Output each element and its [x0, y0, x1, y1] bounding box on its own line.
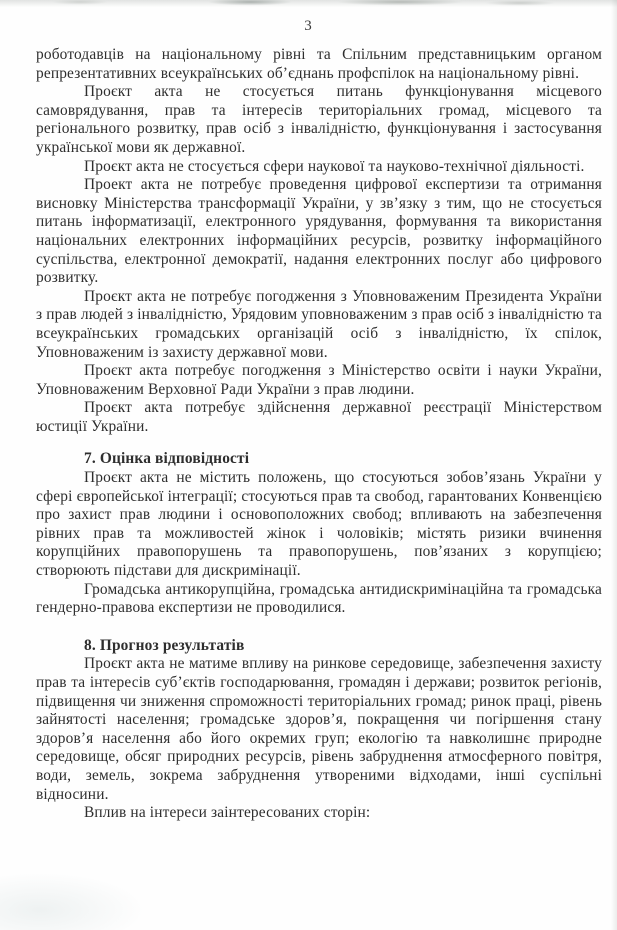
paragraph-scientific-activity: Проєкт акта не стосується сфери наукової та науково-технічної діяльності. — [84, 157, 585, 175]
paragraph-no-approval-commissioners: Проєкт акта не потребує погодження з Уповноваженим Президента України з прав людей з інвалідністю, Урядовим уповноваженим з прав осіб з інвалідністю та всеукраїнських громадських організацій осіб з інвалідністю, їх спілок, Уповноваженим із захисту державної мови. — [36, 287, 602, 361]
paragraph-state-registration-justice: Проєкт акта потребує здійснення державної реєстрації Міністерством юстиції України. — [36, 399, 602, 435]
section-heading-7-compliance-assessment: 7. Оцінка відповідності — [84, 450, 250, 468]
paragraph-digital-expertise: Проект акта не потребує проведення цифрової експертизи та отримання висновку Міністерства трансформації України, у зв’язку з тим, що не стосується питань інформатизації, електронного урядування, формування та використання національних електронних інформаційних ресурсів, розвитку інформаційного суспільства, електронної демократії, надання електронних послуг або цифрового розвитку. — [36, 176, 602, 287]
page-number: 3 — [304, 18, 313, 34]
paragraph-public-expertises-not-conducted: Громадська антикорупційна, громадська антидискримінаційна та громадська гендерно-правова експертизи не проводилися. — [36, 580, 602, 617]
scan-artifact-top-edge — [0, 0, 617, 9]
document-body — [36, 46, 602, 823]
paragraph-employers-representative-bodies: роботодавців на національному рівні та Спільним представницьким органом репрезентативних всеукраїнських об’єднань профспілок на національному рівні. — [36, 46, 602, 82]
paragraph-impact-stakeholders-intro: Вплив на інтереси заінтересованих сторін: — [84, 804, 371, 822]
scan-artifact-right-edge — [611, 0, 617, 930]
scan-artifact-bottom-left — [0, 850, 220, 930]
paragraph-local-self-government: Проєкт акта не стосується питань функціонування місцевого самоврядування, прав та інтересів територіальних громад, місцевого та регіонального розвитку, прав осіб з інвалідністю, функціонування і застосування української мови як державної. — [36, 83, 602, 156]
paragraph-approval-ministry-education: Проєкт акта потребує погодження з Міністерство освіти і науки України, Уповноваженим Верховної Ради України з прав людини. — [36, 362, 602, 398]
section-heading-8-results-forecast: 8. Прогноз результатів — [84, 636, 245, 654]
paragraph-eu-integration-human-rights: Проєкт акта не містить положень, що стосуються зобов’язань України у сфері європейської інтеграції; стосуються прав та свобод, гарантованих Конвенцією про захист прав людини і основоположних свобод; впливають на забезпечення рівних прав та можливостей жінок і чоловіків; містять ризики вчинення корупційних правопорушень та правопорушень, пов’язаних з корупцією; створюють підстави для дискримінації. — [36, 469, 602, 580]
paragraph-no-impact-market-environment: Проєкт акта не матиме впливу на ринкове середовище, забезпечення захисту прав та інтересів суб’єктів господарювання, громадян і держави; розвиток регіонів, підвищення чи зниження спроможності територіальних громад; ринок праці, рівень зайнятості населення; громадське здоров’я, покращення чи погіршення стану здоров’я населення або його окремих груп; екологію та навколишнє природне середовище, обсяг природних ресурсів, рівень забруднення атмосферного повітря, води, земель, зокрема забруднення утвореними відходами, інші суспільні відносини. — [36, 655, 602, 803]
